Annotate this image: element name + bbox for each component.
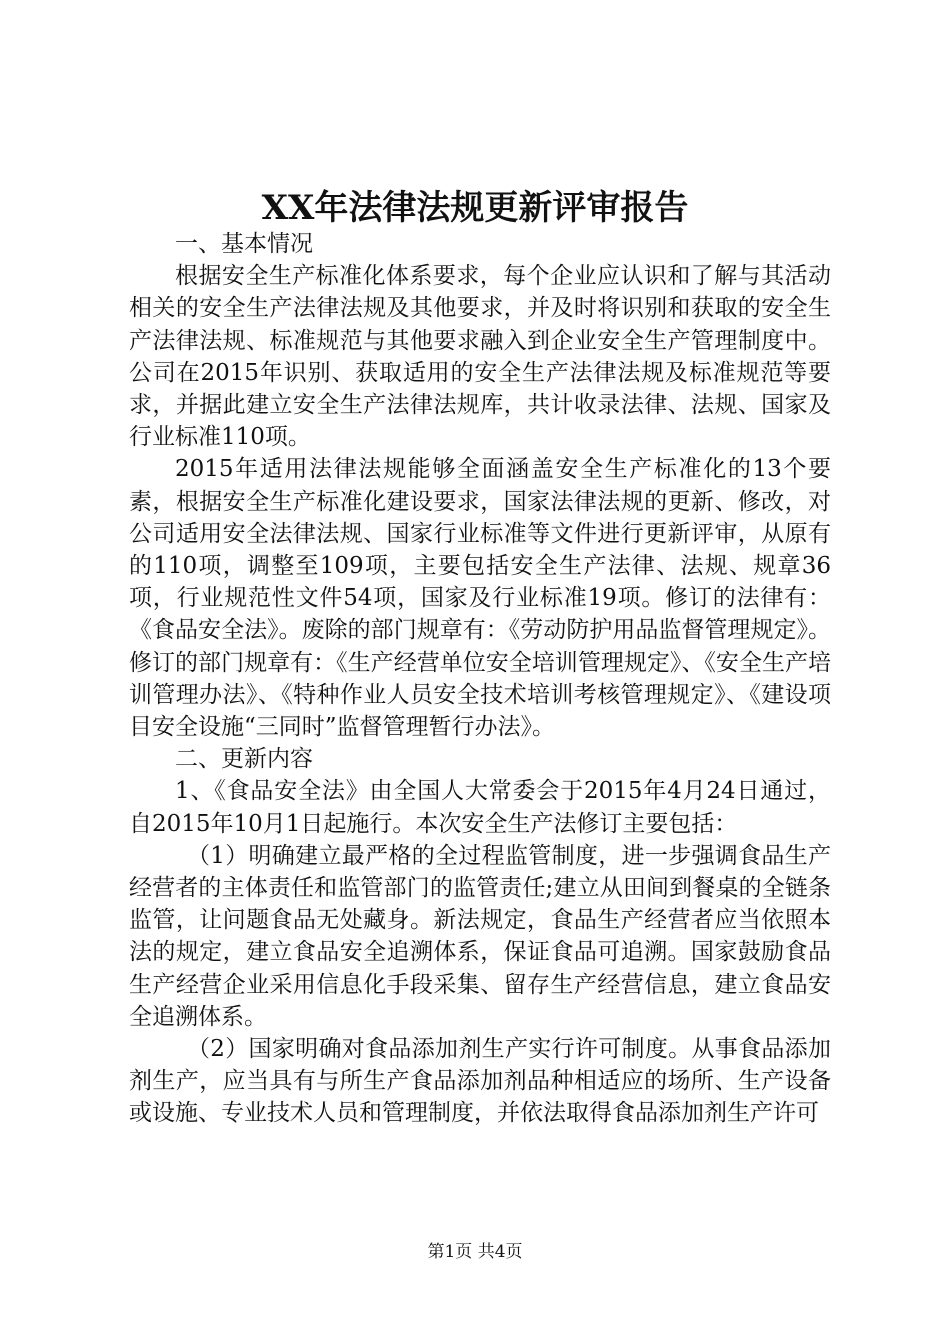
document-body (129, 228, 831, 1130)
paragraph-background: 根据安全生产标准化体系要求，每个企业应认识和了解与其活动相关的安全生产法律法规及其他要求，并及时将识别和获取的安全生产法律法规、标准规范与其他要求融入到企业安全生产管理制度中。公司在2015年识别、获取适用的安全生产法律法规及标准规范等要求，并据此建立安全生产法律法规库，共计收录法律、法规、国家及行业标准110项。 (129, 263, 831, 451)
paragraph-review-summary: 2015年适用法律法规能够全面涵盖安全生产标准化的13个要素，根据安全生产标准化建设要求，国家法律法规的更新、修改，对公司适用安全法律法规、国家行业标准等文件进行更新评审，从原有的110项，调整至109项，主要包括安全生产法律、法规、规章36项，行业规范性文件54项，国家及行业标准19项。修订的法律有：《食品安全法》。废除的部门规章有：《劳动防护用品监督管理规定》。修订的部门规章有：《生产经营单位安全培训管理规定》、《安全生产培训管理办法》、《特种作业人员安全技术培训考核管理规定》、《建设项目安全设施“三同时”监督管理暂行办法》。 (129, 456, 831, 741)
document-title: XX年法律法规更新评审报告 (261, 188, 689, 228)
page-footer: 第1页 共4页 (427, 1242, 523, 1262)
paragraph-item-2: （2）国家明确对食品添加剂生产实行许可制度。从事食品添加剂生产，应当具有与所生产食品添加剂品种相适应的场所、生产设备或设施、专业技术人员和管理制度，并依法取得食品添加剂生产许可 (129, 1036, 831, 1127)
paragraph-food-safety-law: 1、《食品安全法》由全国人大常委会于2015年4月24日通过，自2015年10月1日起施行。本次安全生产法修订主要包括： (129, 778, 831, 837)
section-heading-basic-info: 一、基本情况 (175, 231, 313, 257)
section-heading-updates: 二、更新内容 (175, 746, 313, 773)
paragraph-item-1: （1）明确建立最严格的全过程监管制度，进一步强调食品生产经营者的主体责任和监管部门的监管责任;建立从田间到餐桌的全链条监管，让问题食品无处藏身。新法规定，食品生产经营者应当依照本法的规定，建立食品安全追溯体系，保证食品可追溯。国家鼓励食品生产经营企业采用信息化手段采集、留存生产经营信息，建立食品安全追溯体系。 (129, 842, 831, 1030)
